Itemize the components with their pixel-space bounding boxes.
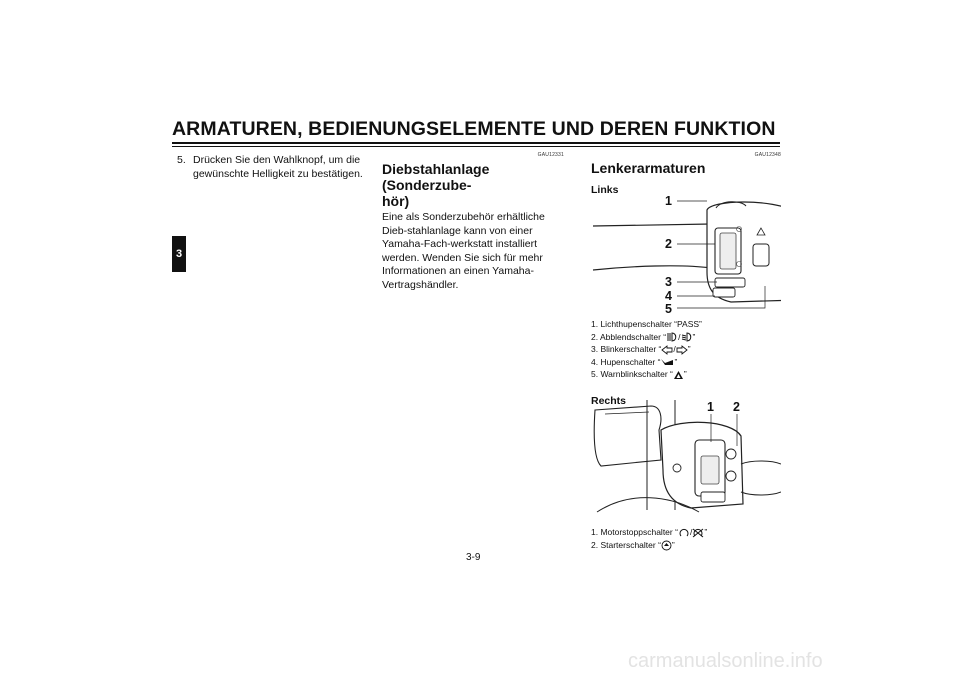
engine-stop-icon xyxy=(692,528,704,538)
hazard-triangle-icon xyxy=(673,370,684,380)
step-number: 5. xyxy=(177,154,186,166)
chapter-tab: 3 xyxy=(172,236,186,272)
header-rule-thin xyxy=(172,146,780,147)
starter-icon xyxy=(661,540,672,551)
callout-2: 2 xyxy=(733,400,740,414)
caption-engine-stop-switch: 1. Motorstoppschalter “ / ” xyxy=(591,527,708,537)
callout-5: 5 xyxy=(665,302,672,316)
caption-hazard-switch: 5. Warnblinkschalter “ ” xyxy=(591,369,687,379)
callout-1: 1 xyxy=(707,400,714,414)
horn-icon xyxy=(660,357,674,367)
callout-3: 3 xyxy=(665,275,672,289)
heading-line-1: Diebstahlanlage (Sonderzube- xyxy=(382,161,490,193)
callout-4: 4 xyxy=(665,289,672,303)
caption-horn-switch: 4. Hupenschalter “ ” xyxy=(591,356,678,367)
section-code: GAU12348 xyxy=(754,152,781,158)
subheading-right: Rechts xyxy=(591,395,627,407)
caption-turn-signal-switch: 3. Blinkerschalter “ / ” xyxy=(591,344,691,354)
left-switch-illustration xyxy=(591,192,781,312)
header-rule xyxy=(172,142,780,144)
callout-1: 1 xyxy=(665,194,672,208)
page-number: 3-9 xyxy=(466,552,481,563)
section-heading: Lenkerarmaturen xyxy=(591,160,706,176)
low-beam-icon xyxy=(681,332,693,342)
section-anti-theft xyxy=(382,152,564,292)
turn-left-icon xyxy=(661,345,673,355)
section-code: GAU12331 xyxy=(537,152,564,158)
page-header xyxy=(172,118,780,141)
step-text: Drücken Sie den Wahlknopf, um die gewünschte Helligkeit zu bestätigen. xyxy=(193,154,363,180)
heading-line-2: hör) xyxy=(382,193,410,209)
engine-run-icon xyxy=(678,528,690,538)
right-switch-illustration xyxy=(591,400,781,520)
high-beam-icon xyxy=(666,332,678,342)
subheading-left: Links xyxy=(591,184,619,196)
caption-starter-switch: 2. Starterschalter “ ” xyxy=(591,539,675,550)
section-handlebar-switches xyxy=(591,152,781,196)
caption-pass-switch: 1. Lichthupenschalter “PASS” xyxy=(591,319,702,329)
section-heading xyxy=(382,161,564,209)
right-figure-captions xyxy=(591,526,707,551)
section-body: Eine als Sonderzubehör erhältliche Dieb-stahlanlage kann von einer Yamaha-Fach-werkstatt installiert werden. Wenden Sie sich für mehr Informationen an einen Yamaha-Vertragshändler. xyxy=(382,211,545,291)
caption-dimmer-switch: 2. Abblendschalter “ / ” xyxy=(591,331,696,342)
turn-right-icon xyxy=(676,345,688,355)
page-title: ARMATUREN, BEDIENUNGSELEMENTE UND DEREN FUNKTION xyxy=(172,118,776,140)
left-switch-figure xyxy=(591,192,781,316)
watermark: carmanualsonline.info xyxy=(628,650,823,672)
left-figure-captions xyxy=(591,318,702,381)
callout-2: 2 xyxy=(665,237,672,251)
right-switch-figure xyxy=(591,400,781,520)
step-item xyxy=(177,153,365,181)
